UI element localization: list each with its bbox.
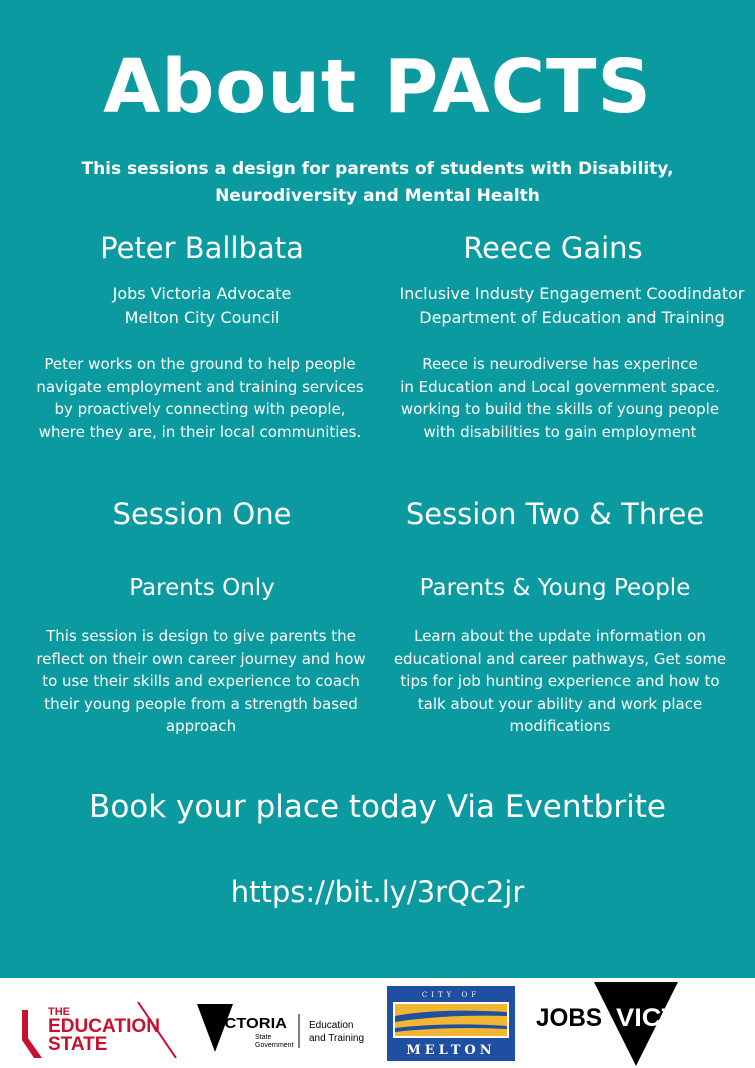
presenter-bio-peter xyxy=(22,353,378,443)
desc-line: tips for job hunting experience and how to xyxy=(400,672,720,690)
desc-line: Learn about the update information on xyxy=(414,627,706,645)
role-line: Melton City Council xyxy=(124,308,280,327)
victoria-name: VICTORIA xyxy=(209,1015,288,1032)
role-line: Jobs Victoria Advocate xyxy=(112,284,292,303)
presenter-name-reece: Reece Gains xyxy=(463,231,643,265)
presenter-name-peter: Peter Ballbata xyxy=(100,231,304,265)
victoria-government-logo xyxy=(195,996,375,1060)
cta-text: Book your place today Via Eventbrite xyxy=(89,789,666,825)
desc-line: to use their skills and experience to coach xyxy=(42,672,360,690)
jobs-text: JOBS xyxy=(536,1004,602,1032)
footer-logos xyxy=(0,978,755,1068)
presenter-role-reece xyxy=(393,282,751,330)
edu-state-line1: THE xyxy=(48,1006,70,1018)
edu-state-line3: STATE xyxy=(48,1034,108,1055)
bio-line: navigate employment and training services xyxy=(36,377,364,396)
desc-line: approach xyxy=(165,717,237,735)
role-line: Inclusive Industy Engagement Coodindator xyxy=(399,284,745,303)
victoria-sub2: Government xyxy=(255,1042,294,1049)
jobs-victoria-logo xyxy=(532,982,750,1066)
victoria-dept2: and Training xyxy=(309,1033,365,1044)
session-two-three-title: Session Two & Three xyxy=(405,497,705,531)
presenter-role-peter xyxy=(52,282,352,330)
bio-line: with disabilities to gain employment xyxy=(423,422,697,441)
subtitle: This sessions a design for parents of students with Disability, Neurodiversity and Mental Health xyxy=(81,159,674,206)
session-one-audience: Parents Only xyxy=(129,575,275,601)
bio-line: where they are, in their local communities. xyxy=(38,422,362,441)
session-one-description xyxy=(16,625,386,738)
page-title: About PACTS xyxy=(103,44,652,130)
role-line: Department of Education and Training xyxy=(419,308,725,327)
bio-line: Reece is neurodiverse has experince xyxy=(422,355,698,373)
desc-line: their young people from a strength based xyxy=(44,694,358,713)
melton-bottom-text: MELTON xyxy=(406,1043,496,1058)
session-two-three-audience: Parents & Young People xyxy=(419,575,691,601)
bio-line: in Education and Local government space. xyxy=(400,377,720,396)
desc-line: educational and career pathways, Get some xyxy=(393,649,727,668)
bio-line: Peter works on the ground to help people xyxy=(44,355,356,373)
edu-state-chevron-icon xyxy=(22,1010,42,1058)
victoria-sub1: State xyxy=(255,1034,272,1041)
melton-top-text: CITY OF xyxy=(421,991,481,999)
desc-line: reflect on their own career journey and how xyxy=(36,649,366,668)
victoria-dept1: Education xyxy=(309,1020,354,1031)
melton-gold-field xyxy=(395,1004,507,1036)
session-two-three-description xyxy=(382,625,738,738)
eventbrite-link[interactable]: https://bit.ly/3rQc2jr xyxy=(230,875,525,909)
victoria-text: VICTORIA xyxy=(616,1004,746,1032)
desc-line: This session is design to give parents the xyxy=(46,627,356,645)
bio-line: working to build the skills of young people xyxy=(400,400,720,418)
education-state-logo xyxy=(18,998,178,1058)
session-one-title: Session One xyxy=(112,497,292,531)
desc-line: modifications xyxy=(509,717,611,735)
bio-line: by proactively connecting with people, xyxy=(54,400,346,418)
edu-state-line2: EDUCATION xyxy=(48,1016,160,1037)
city-of-melton-logo xyxy=(387,986,515,1061)
presenter-bio-reece xyxy=(380,353,740,443)
desc-line: talk about your ability and work place xyxy=(417,694,703,713)
